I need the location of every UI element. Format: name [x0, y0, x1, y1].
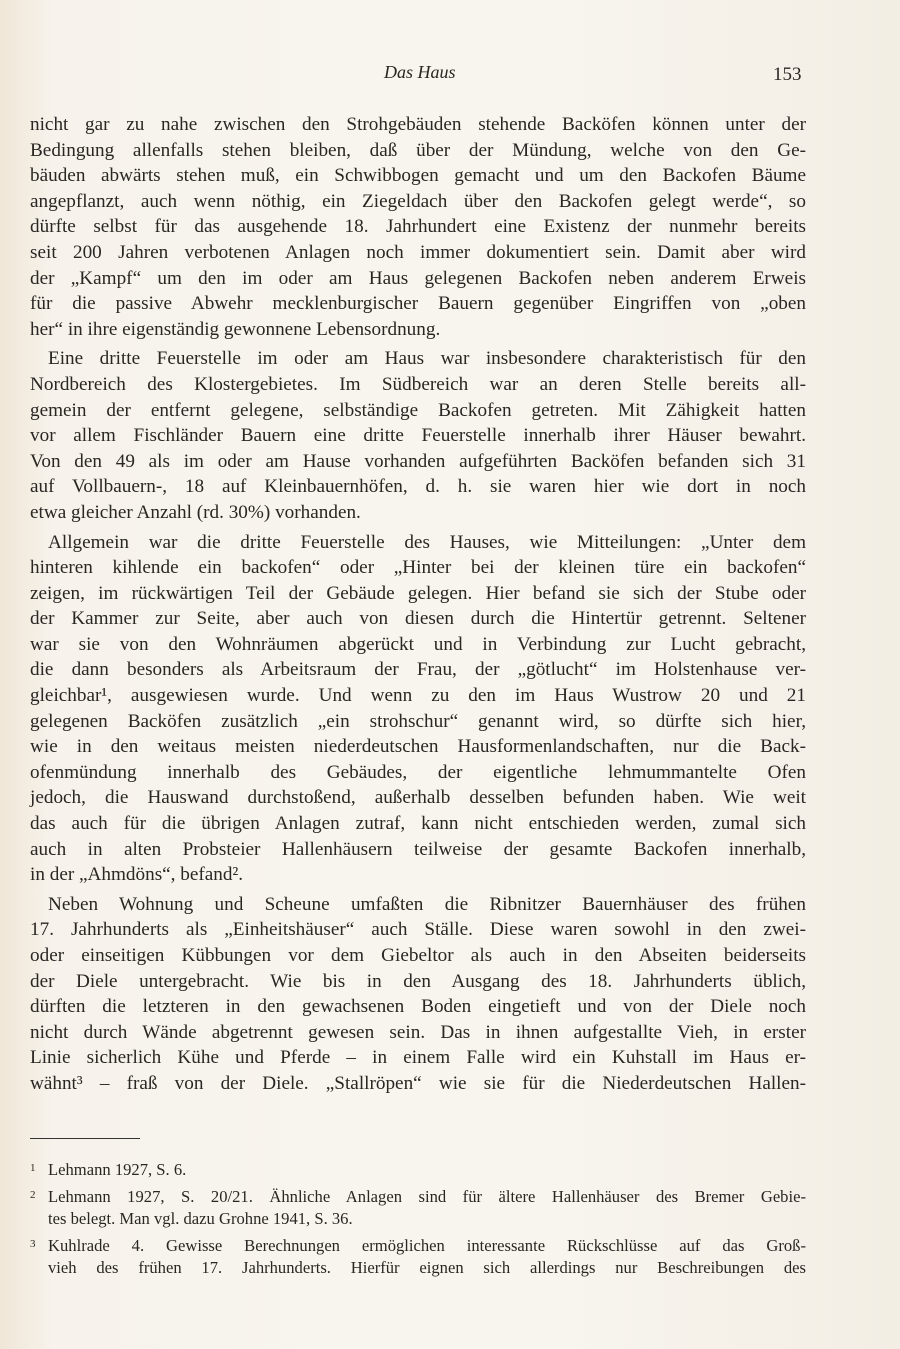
- running-head: Das Haus: [384, 62, 456, 82]
- text-line: Eine dritte Feuerstelle im oder am Haus war insbesondere charakteristisch für den: [48, 348, 806, 370]
- text-line: wähnt³ – fraß von der Diele. „Stallröpen“ wie sie für die Niederdeutschen Hallen-: [30, 1072, 806, 1094]
- text-line: dürften die letzteren in den gewachsenen Boden eingetieft und von der Diele noch: [30, 996, 806, 1018]
- paragraph: [30, 530, 806, 888]
- text-line: Bedingung allenfalls stehen bleiben, daß über der Mündung, welche von den Ge-: [30, 139, 806, 161]
- text-line: nicht durch Wände abgetrennt gewesen sein. Das in ihnen aufgestallte Vieh, in erster: [30, 1021, 806, 1043]
- text-line: etwa gleicher Anzahl (rd. 30%) vorhanden.: [30, 501, 361, 523]
- footnote-rule: [30, 1138, 140, 1139]
- text-line: 17. Jahrhunderts als „Einheitshäuser“ auch Ställe. Diese waren sowohl in den zwei-: [30, 919, 806, 941]
- text-line: in der „Ahmdöns“, befand².: [30, 864, 244, 886]
- paragraph: [30, 112, 806, 342]
- text-line: Nordbereich des Klostergebietes. Im Südbereich war an deren Stelle bereits all-: [30, 373, 806, 395]
- text-line: die dann besonders als Arbeitsraum der Frau, der „götlucht“ im Holstenhause ver-: [30, 659, 806, 681]
- body-text: [30, 112, 806, 1097]
- text-line: her“ in ihre eigenständig gewonnene Lebensordnung.: [30, 318, 441, 340]
- text-line: wie in den weitaus meisten niederdeutschen Hausformenlandschaften, nur die Back-: [30, 736, 806, 758]
- text-line: Linie sicherlich Kühe und Pferde – in einem Falle wird ein Kuhstall im Haus er-: [30, 1047, 806, 1069]
- footnote: [30, 1159, 806, 1182]
- text-line: jedoch, die Hauswand durchstoßend, außerhalb desselben befunden haben. Wie weit: [30, 787, 806, 809]
- text-line: oder einseitigen Kübbungen vor dem Giebeltor als auch in den Abseiten beiderseits: [30, 945, 806, 966]
- text-line: nicht gar zu nahe zwischen den Strohgebäuden stehende Backöfen können unter der: [30, 114, 806, 135]
- footnote-line: vieh des frühen 17. Jahrhunderts. Hierfür eignen sich allerdings nur Beschreibungen des: [48, 1258, 806, 1277]
- footnote-number: 3: [30, 1237, 36, 1250]
- text-line: das auch für die übrigen Anlagen zutraf, kann nicht entschieden werden, zumal sich: [30, 813, 806, 835]
- footnote-number: 2: [30, 1188, 36, 1201]
- footnote-line: tes belegt. Man vgl. dazu Grohne 1941, S. 36.: [48, 1209, 353, 1228]
- text-line: Neben Wohnung und Scheune umfaßten die Ribnitzer Bauernhäuser des frühen: [48, 893, 806, 915]
- text-line: für die passive Abwehr mecklenburgischer Bauern gegenüber Eingriffen von „oben: [30, 293, 806, 315]
- text-line: gemein der entfernt gelegene, selbständige Backofen getreten. Mit Zähigkeit hatten: [30, 399, 806, 421]
- text-line: der „Kampf“ um den im oder am Haus gelegenen Backofen neben anderem Erweis: [30, 267, 806, 289]
- text-line: vor allem Fischländer Bauern eine dritte Feuerstelle innerhalb ihrer Häuser bewahrt.: [30, 425, 806, 447]
- text-line: der Kammer zur Seite, aber auch von diesen durch die Hintertür getrennt. Seltener: [30, 608, 806, 630]
- text-line: war sie von den Wohnräumen abgerückt und in Verbindung zur Lucht gebracht,: [30, 633, 806, 655]
- text-line: bäuden abwärts stehen muß, ein Schwibbogen gemacht und um den Backofen Bäume: [30, 165, 806, 187]
- text-line: seit 200 Jahren verbotenen Anlagen noch immer dokumentiert sein. Damit aber wird: [30, 241, 806, 263]
- text-line: Von den 49 als im oder am Hause vorhanden aufgeführten Backöfen befanden sich 31: [30, 450, 806, 472]
- text-line: auf Vollbauern-, 18 auf Kleinbauernhöfen, d. h. sie waren hier wie dort in noch: [30, 476, 806, 498]
- footnote-line: Lehmann 1927, S. 6.: [48, 1160, 187, 1179]
- paragraph: [30, 892, 806, 1097]
- text-line: Allgemein war die dritte Feuerstelle des Hauses, wie Mitteilungen: „Unter dem: [48, 531, 806, 553]
- text-line: angepflanzt, auch wenn nöthig, ein Ziegeldach über den Backofen gelegt werde“, so: [30, 190, 806, 212]
- text-line: hinteren kihlende ein backofen“ oder „Hinter bei der kleinen türe ein backofen“: [30, 557, 806, 579]
- footnote-number: 1: [30, 1162, 36, 1174]
- paragraph: [30, 346, 806, 525]
- footnote-line: Lehmann 1927, S. 20/21. Ähnliche Anlagen sind für ältere Hallenhäuser des Bremer Gebie-: [48, 1186, 806, 1206]
- text-line: ofenmündung innerhalb des Gebäudes, der eigentliche lehmummantelte Ofen: [30, 761, 806, 783]
- footnote: [30, 1235, 806, 1280]
- text-line: zeigen, im rückwärtigen Teil der Gebäude gelegen. Hier befand sie sich der Stube oder: [30, 582, 806, 604]
- footnote-line: Kuhlrade 4. Gewisse Berechnungen ermöglichen interessante Rückschlüsse auf das Groß-: [48, 1235, 806, 1255]
- text-line: auch in alten Probsteier Hallenhäusern teilweise der gesamte Backofen innerhalb,: [30, 838, 806, 860]
- text-line: der Diele untergebracht. Wie bis in den Ausgang des 18. Jahrhunderts üblich,: [30, 970, 806, 992]
- page-number: 153: [773, 64, 802, 85]
- text-line: dürfte selbst für das ausgehende 18. Jahrhundert eine Existenz der nunmehr bereits: [30, 216, 806, 238]
- text-line: gleichbar¹, ausgewiesen wurde. Und wenn zu den im Haus Wustrow 20 und 21: [30, 685, 806, 707]
- footnotes: [30, 1159, 806, 1284]
- text-line: gelegenen Backöfen zusätzlich „ein strohschur“ genannt wird, so dürfte sich hier,: [30, 710, 806, 732]
- footnote: [30, 1186, 806, 1231]
